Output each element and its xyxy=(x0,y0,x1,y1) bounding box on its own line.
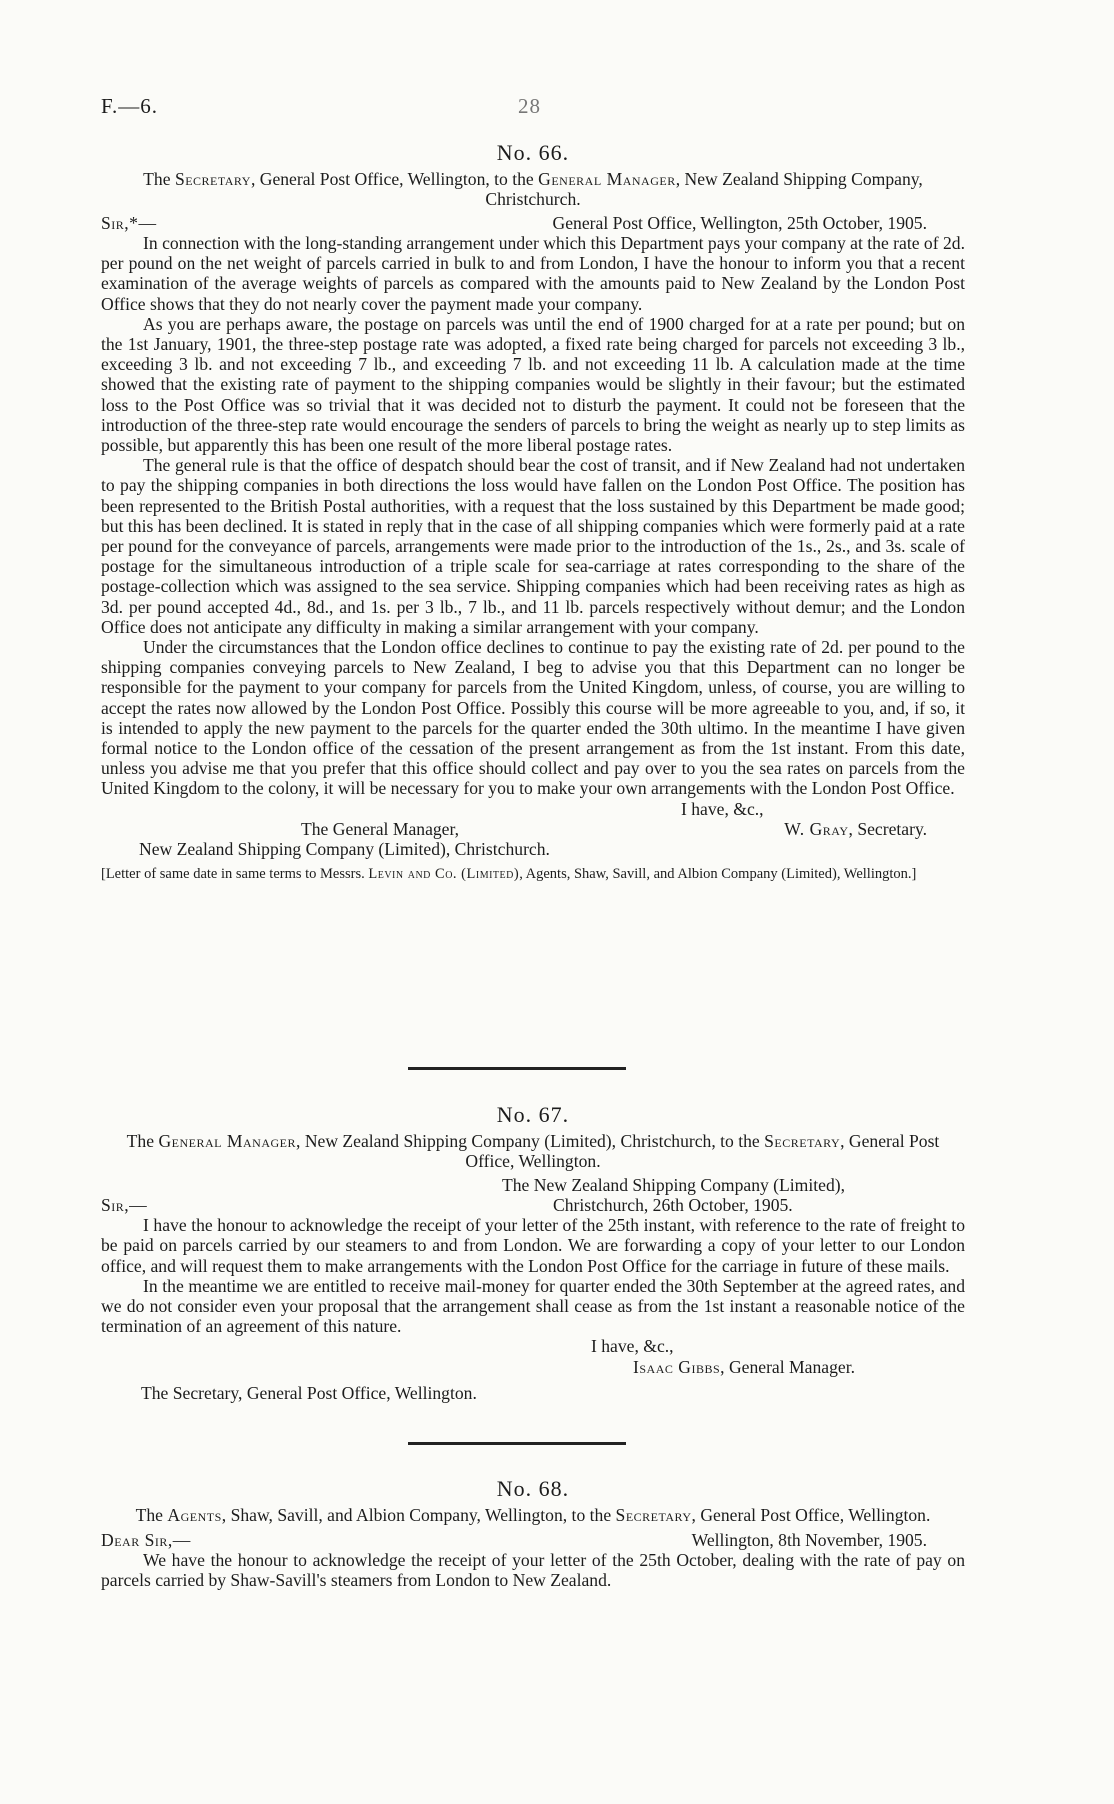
letter-number: No. 67. xyxy=(496,1102,570,1127)
salutation-dateline xyxy=(101,213,965,233)
addressee: The General Manager, xyxy=(301,818,460,839)
closing: I have, &c., xyxy=(591,1336,674,1357)
addressee: New Zealand Shipping Company (Limited), Christchurch. xyxy=(139,838,550,859)
letter-heading: The Secretary, General Post Office, Wellington, to the General Manager, New Zealand Shipping Company, Christchurch. xyxy=(143,169,923,209)
letter-heading: The Agents, Shaw, Savill, and Albion Company, Wellington, to the Secretary, General Post Office, Wellington. xyxy=(135,1505,931,1525)
signature: W. Gray, Secretary. xyxy=(784,818,927,839)
salutation-dateline xyxy=(101,1530,965,1550)
paragraph: I have the honour to acknowledge the receipt of your letter of the 25th instant, with reference to the rate of freight to be paid on parcels carried by our steamers to and from London. We are forwarding a copy of your letter to our London office, and will request them to make arrangements with the London Post Office for the carriage in future of these mails. xyxy=(101,1215,965,1276)
signature: Isaac Gibbs, General Manager. xyxy=(633,1356,855,1377)
page-number: 28 xyxy=(518,94,541,118)
letter-number: No. 66. xyxy=(496,140,570,165)
paragraph: We have the honour to acknowledge the receipt of your letter of the 25th October, dealing with the rate of pay on parcels carried by Shaw-Savill's steamers from London to New Zealand. xyxy=(101,1549,965,1590)
sender-address: The New Zealand Shipping Company (Limited), xyxy=(502,1175,846,1195)
letter-68 xyxy=(101,1476,965,1590)
letter-date: General Post Office, Wellington, 25th October, 1905. xyxy=(552,213,927,233)
paragraph: In connection with the long-standing arrangement under which this Department pays your company at the rate of 2d. per pound on the net weight of parcels carried in bulk to and from London, I have the honour to inform you that a recent examination of the average weights of parcels as compared with the amounts paid to New Zealand by the London Post Office shows that they do not nearly cover the payment made your company. xyxy=(101,233,965,314)
salutation: Sir,— xyxy=(101,1195,148,1216)
paragraph: As you are perhaps aware, the postage on parcels was until the end of 1900 charged for at a rate per pound; but on the 1st January, 1901, the three-step postage rate was adopted, a fixed rate being charged for parcels not exceeding 3 lb., exceeding 3 lb. and not exceeding 7 lb., and exceeding 7 lb. and not exceeding 11 lb. A calculation made at the time showed that the existing rate of payment to the shipping companies would be slightly in their favour; but the estimated loss to the Post Office was so trivial that it was decided not to disturb the payment. It could not be foreseen that the introduction of the three-step rate would encourage the senders of parcels to bring the weight as nearly up to step limits as possible, but apparently this has been one result of the more liberal postage rates. xyxy=(101,313,965,456)
letter-date: Wellington, 8th November, 1905. xyxy=(691,1529,927,1550)
footnote: [Letter of same date in same terms to Messrs. Levin and Co. (Limited), Agents, Shaw, Savill, and Albion Company (Limited), Wellington.] xyxy=(101,866,917,883)
letter-heading: The General Manager, New Zealand Shipping Company (Limited), Christchurch, to the Secretary, General Post Office, Wellington. xyxy=(126,1131,940,1171)
letter-66 xyxy=(101,140,965,883)
letter-67 xyxy=(101,1102,965,1403)
letter-date: Christchurch, 26th October, 1905. xyxy=(553,1195,793,1216)
salutation: Dear Sir,— xyxy=(101,1529,191,1550)
document-reference: F.—6. xyxy=(101,94,158,118)
addressee: The Secretary, General Post Office, Wellington. xyxy=(141,1382,477,1403)
section-divider xyxy=(408,1442,626,1445)
paragraph: In the meantime we are entitled to receive mail-money for quarter ended the 30th September at the agreed rates, and we do not consider even your proposal that the arrangement shall cease as from the 1st instant a reasonable notice of the termination of an agreement of this nature. xyxy=(101,1275,965,1337)
salutation: Sir,*— xyxy=(101,213,157,233)
paragraph: The general rule is that the office of despatch should bear the cost of transit, and if New Zealand had not undertaken to pay the shipping companies in both directions the loss would have fallen on the London Post Office. The position has been represented to the British Postal authorities, with a request that the loss sustained by this Department be made good; but this has been declined. It is stated in reply that in the case of all shipping companies which were formerly paid at a rate per pound for the conveyance of parcels, arrangements were made prior to the introduction of the 1s., 2s., and 3s. scale of postage for the simultaneous introduction of a triple scale for sea-carriage at rates corresponding to the share of the postage-collection which was assigned to the sea service. Shipping companies which had been receiving rates as high as 3d. per pound accepted 4d., 8d., and 1s. per 3 lb., 7 lb., and 11 lb. parcels respectively without demur; and the London Office does not anticipate any difficulty in making a similar arrangement with your company. xyxy=(101,455,965,637)
section-divider xyxy=(408,1067,626,1070)
letter-number: No. 68. xyxy=(496,1476,570,1501)
paragraph: Under the circumstances that the London office declines to continue to pay the existing rate of 2d. per pound to the shipping companies conveying parcels to New Zealand, I beg to advise you that this Department can no longer be responsible for the payment to your company for parcels from the United Kingdom, unless, of course, you are willing to accept the rates now allowed by the London Post Office. Possibly this course will be more agreeable to you, and, if so, it is intended to apply the new payment to the parcels for the quarter ended the 30th ultimo. In the meantime I have given formal notice to the London office of the cessation of the present arrangement as from the 1st instant. From this date, unless you advise me that you prefer that this office should collect and pay over to you the sea rates on parcels from the United Kingdom to the colony, it will be necessary for you to make your own arrangements with the London Post Office. xyxy=(101,637,965,799)
closing: I have, &c., xyxy=(681,798,764,819)
salutation-dateline xyxy=(101,1195,965,1215)
signature-line xyxy=(101,819,965,839)
